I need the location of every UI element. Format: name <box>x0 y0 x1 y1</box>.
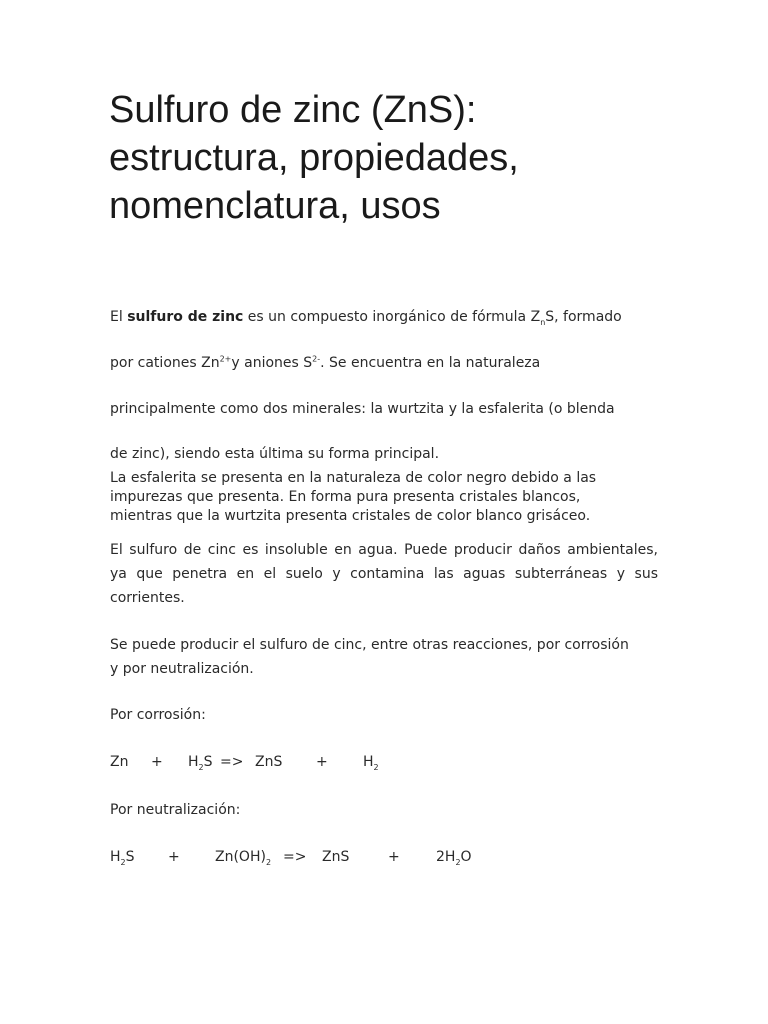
text-run: por cationes Zn <box>110 355 220 371</box>
superscript: 2- <box>312 354 321 364</box>
reaction-arrow: => <box>220 754 244 770</box>
subscript: 2 <box>120 857 126 867</box>
reactant-h2s <box>110 849 135 865</box>
text-run: H <box>188 754 199 770</box>
title-line: Sulfuro de zinc (ZnS): <box>109 89 477 131</box>
product-h2 <box>363 754 379 770</box>
reactant-zn: Zn <box>110 754 129 770</box>
text-run: . Se encuentra en la naturaleza <box>320 355 541 371</box>
superscript: 2+ <box>219 354 232 364</box>
intro-line-3: principalmente como dos minerales: la wurtzita y la esfalerita (o blenda <box>110 401 615 417</box>
subscript: 2 <box>455 857 461 867</box>
paragraph-line: impurezas que presenta. En forma pura presenta cristales blancos, <box>110 489 581 505</box>
subscript: 2 <box>265 857 272 867</box>
subscript: 2 <box>198 762 204 772</box>
plus-sign: + <box>316 754 328 770</box>
text-run: S <box>203 754 213 770</box>
corrosion-equation <box>110 754 530 774</box>
text-run: H <box>363 754 374 770</box>
text-run: S <box>125 849 135 865</box>
text-run: S, formado <box>545 309 622 325</box>
paragraph-line: y por neutralización. <box>110 661 254 677</box>
product-water <box>436 849 472 865</box>
intro-line-4: de zinc), siendo esta última su forma principal. <box>110 446 440 462</box>
reactant-h2s <box>188 754 213 770</box>
subscript: 2 <box>373 762 379 772</box>
produccion-paragraph <box>110 633 670 681</box>
title-line: estructura, propiedades, <box>109 137 519 179</box>
text-run: 2H <box>436 849 456 865</box>
text-run: Zn(OH) <box>215 849 266 865</box>
intro-line-2 <box>110 355 540 371</box>
text-run: y aniones S <box>231 355 313 371</box>
text-run: es un compuesto inorgánico de fórmula Z <box>243 309 541 325</box>
paragraph-line: mientras que la wurtzita presenta cristales de color blanco grisáceo. <box>110 508 591 524</box>
paragraph-line: ya que penetra en el suelo y contamina las aguas subterráneas y sus <box>110 566 658 582</box>
plus-sign: + <box>388 849 400 865</box>
text-run: O <box>460 849 472 865</box>
plus-sign: + <box>151 754 163 770</box>
bold-term: sulfuro de zinc <box>127 309 244 325</box>
insoluble-paragraph <box>110 538 658 610</box>
reactant-znoh2 <box>215 849 271 865</box>
product-zns: ZnS <box>255 754 283 770</box>
neutralizacion-equation <box>110 849 530 869</box>
paragraph-line: corrientes. <box>110 590 185 606</box>
subscript: n <box>540 317 546 327</box>
esfalerita-paragraph <box>110 469 650 526</box>
text-run: El <box>110 309 128 325</box>
intro-line-1 <box>110 309 622 325</box>
page-title <box>109 86 669 230</box>
neutralizacion-heading: Por neutralización: <box>110 802 241 818</box>
paragraph-line: La esfalerita se presenta en la naturaleza de color negro debido a las <box>110 470 597 486</box>
text-run: H <box>110 849 121 865</box>
title-line: nomenclatura, usos <box>109 185 441 227</box>
corrosion-heading: Por corrosión: <box>110 707 206 723</box>
plus-sign: + <box>168 849 180 865</box>
paragraph-line: El sulfuro de cinc es insoluble en agua. Puede producir daños ambientales, <box>110 542 658 558</box>
product-zns: ZnS <box>322 849 350 865</box>
reaction-arrow: => <box>283 849 307 865</box>
paragraph-line: Se puede producir el sulfuro de cinc, entre otras reacciones, por corrosión <box>110 637 629 653</box>
